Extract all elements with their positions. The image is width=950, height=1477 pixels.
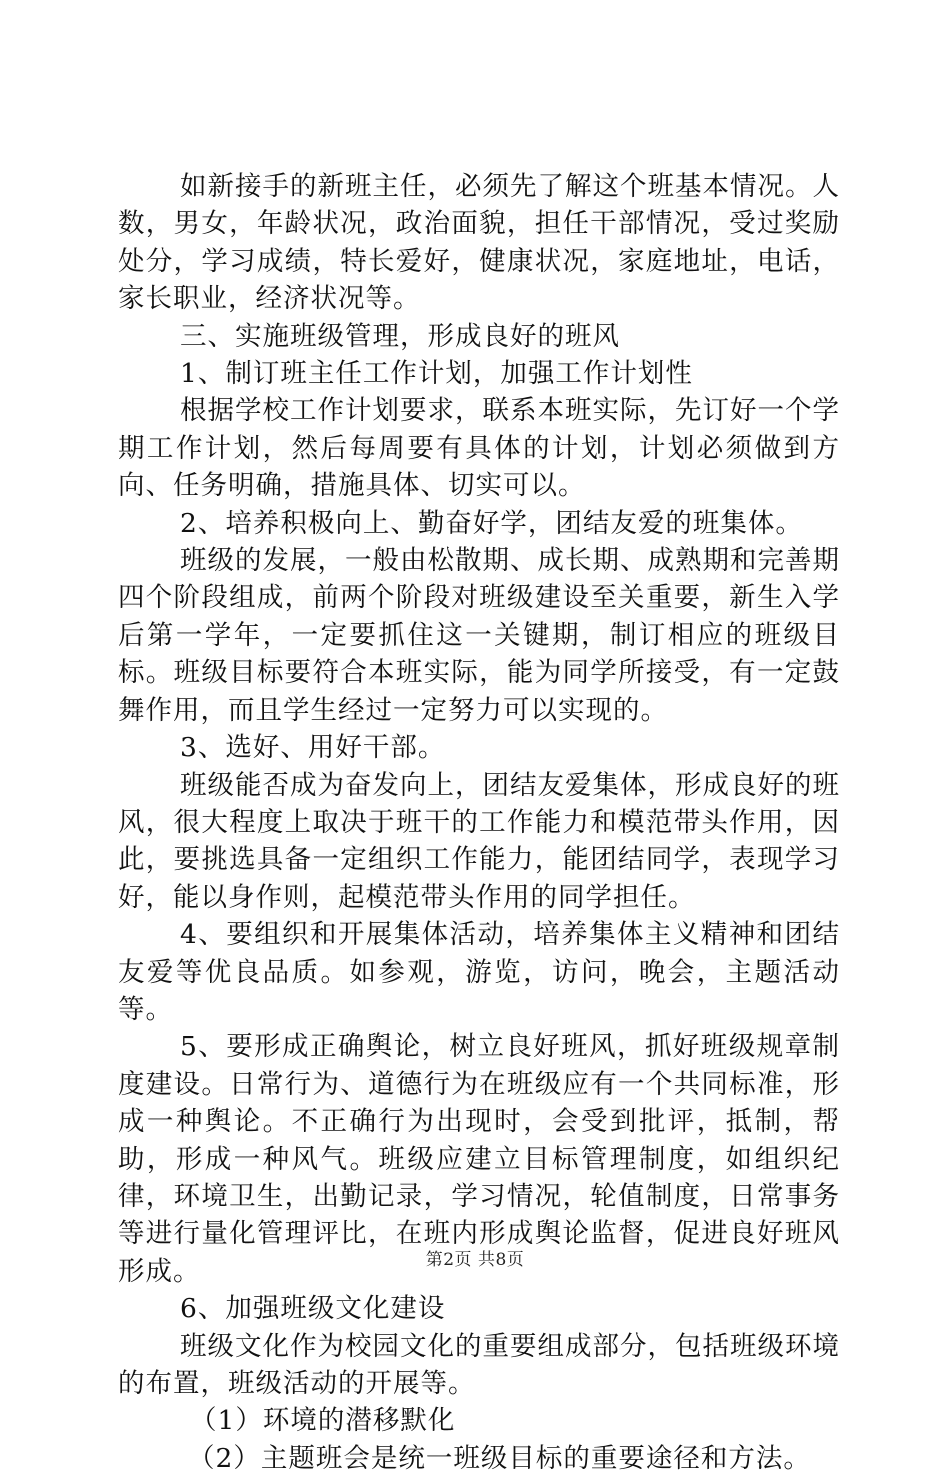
paragraph-class-situation: 如新接手的新班主任，必须先了解这个班基本情况。人数，男女，年龄状况，政治面貌，担任干部情况，受过奖励处分，学习成绩，特长爱好，健康状况，家庭地址，电话，家长职业，经济状况等。 [118,171,840,315]
item-heading-5: 5、要形成正确舆论，树立良好班风，抓好班级规章制度建设。日常行为、道德行为在班级应有一个共同标准，形成一种舆论。不正确行为出现时，会受到批评，抵制，帮助，形成一种风气。班级应建立目标管理制度，如组织纪律，环境卫生，出勤记录，学习情况，轮值制度，日常事务等进行量化管理评比，在班内形成舆论监督，促进良好班风形成。 [118,1031,840,1287]
sub-item-1: （1）环境的潜移默化 [190,1405,456,1437]
paragraph-class-development: 班级的发展，一般由松散期、成长期、成熟期和完善期四个阶段组成，前两个阶段对班级建设至关重要，新生入学后第一学年，一定要抓住这一关键期，制订相应的班级目标。班级目标要符合本班实际，能为同学所接受，有一定鼓舞作用，而且学生经过一定努力可以实现的。 [118,545,840,726]
paragraph-work-plan: 根据学校工作计划要求，联系本班实际，先订好一个学期工作计划，然后每周要有具体的计划，计划必须做到方向、任务明确，措施具体、切实可以。 [118,395,840,502]
item-heading-2: 2、培养积极向上、勤奋好学，团结友爱的班集体。 [180,507,803,539]
page-number-footer: 第2页 共8页 [425,1250,525,1270]
section-heading-class-management: 三、实施班级管理，形成良好的班风 [180,320,620,352]
item-heading-6: 6、加强班级文化建设 [180,1293,446,1325]
document-body [118,168,840,1477]
item-heading-1: 1、制订班主任工作计划，加强工作计划性 [180,358,693,390]
item-heading-3: 3、选好、用好干部。 [180,732,446,764]
item-heading-4: 4、要组织和开展集体活动，培养集体主义精神和团结友爱等优良品质。如参观，游览，访问，晚会，主题活动等。 [118,919,840,1025]
sub-item-2: （2）主题班会是统一班级目标的重要途径和方法。 [188,1442,811,1474]
paragraph-class-cadres: 班级能否成为奋发向上，团结友爱集体，形成良好的班风，很大程度上取决于班干的工作能力和模范带头作用，因此，要挑选具备一定组织工作能力，能团结同学，表现学习好，能以身作则，起模范带头作用的同学担任。 [118,769,840,913]
paragraph-class-culture: 班级文化作为校园文化的重要组成部分，包括班级环境的布置，班级活动的开展等。 [118,1330,840,1399]
